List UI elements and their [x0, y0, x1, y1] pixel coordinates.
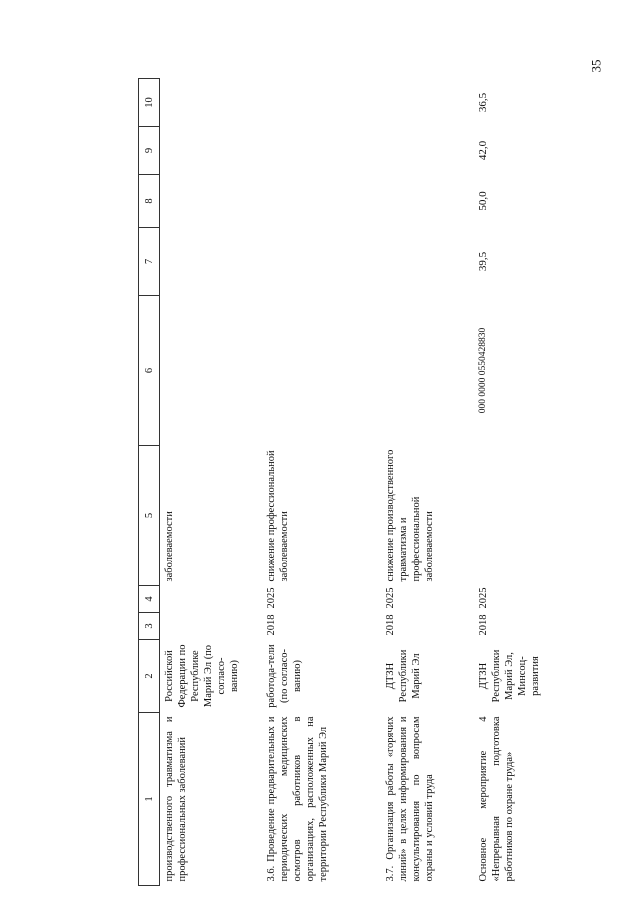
start-year-cell: 2018 — [266, 614, 277, 636]
column-header: 7 — [139, 228, 160, 296]
value-cell: 36,5 — [477, 92, 489, 113]
value-cell — [262, 79, 381, 127]
value-cell — [381, 228, 474, 296]
executor-cell: работода-тели (по согласо-ванию) — [266, 644, 303, 708]
end-year-cell — [160, 586, 263, 613]
executor-cell: Российской Федерации по Республике Марий Эл (по согласо-ванию) — [164, 644, 240, 708]
table-header-row — [139, 79, 160, 886]
expected-result-cell: заболеваемости — [164, 511, 175, 582]
rotated-table-container — [138, 79, 541, 886]
column-header: 3 — [139, 613, 160, 640]
budget-code-cell — [160, 296, 263, 446]
executor-cell: ДТЗН Республики Марий Эл — [385, 649, 422, 703]
expected-result-cell: снижение профессиональной заболеваемости — [266, 450, 290, 582]
value-cell: 39,5 — [477, 251, 489, 272]
table-row — [474, 79, 565, 886]
end-year-cell: 2025 — [385, 587, 396, 609]
budget-code-cell — [381, 296, 474, 446]
value-cell — [160, 79, 263, 127]
value-cell — [381, 175, 474, 228]
table-row — [262, 79, 381, 886]
expected-result-cell — [474, 446, 565, 586]
column-header: 9 — [139, 127, 160, 175]
budget-code-cell: 000 0000 0550428830 — [478, 327, 488, 414]
column-header: 10 — [139, 79, 160, 127]
start-year-cell: 2018 — [478, 614, 489, 636]
column-header: 1 — [139, 713, 160, 886]
start-year-cell: 2018 — [385, 614, 396, 636]
end-year-cell: 2025 — [478, 587, 489, 609]
program-activities-table — [138, 78, 565, 886]
column-header: 8 — [139, 175, 160, 228]
column-header: 6 — [139, 296, 160, 446]
column-header: 2 — [139, 640, 160, 713]
start-year-cell — [160, 613, 263, 640]
value-cell — [160, 127, 263, 175]
value-cell: 42,0 — [477, 140, 489, 161]
value-cell — [381, 127, 474, 175]
value-cell — [262, 175, 381, 228]
budget-code-cell — [262, 296, 381, 446]
table-row — [381, 79, 474, 886]
activity-name-cell: 3.7. Организация работы «горячих линий» в целях информирования и консультирования по вопросам охраны и условий труда — [385, 716, 435, 882]
value-cell — [160, 175, 263, 228]
activity-name-cell: Основное мероприятие 4 «Непрерывная подготовка работников по охране труда» — [478, 716, 515, 882]
column-header: 5 — [139, 446, 160, 586]
value-cell — [381, 79, 474, 127]
value-cell: 50,0 — [477, 191, 489, 211]
value-cell — [160, 228, 263, 296]
executor-cell: ДТЗН Республики Марий Эл, Минсоц-развития — [478, 649, 541, 703]
page-number: 35 — [588, 59, 604, 73]
activity-name-cell: 3.6. Проведение предварительных и периодических медицинских осмотров работников в организациях, расположенных на территории Республики Марий Эл — [266, 716, 329, 882]
activity-name-cell: производственного травматизма и профессиональных заболеваний — [164, 716, 188, 882]
value-cell — [262, 228, 381, 296]
expected-result-cell: снижение производственного травматизма и профессиональной заболеваемости — [385, 449, 435, 582]
end-year-cell: 2025 — [266, 587, 277, 609]
value-cell — [262, 127, 381, 175]
table-row — [160, 79, 263, 886]
column-header: 4 — [139, 586, 160, 613]
